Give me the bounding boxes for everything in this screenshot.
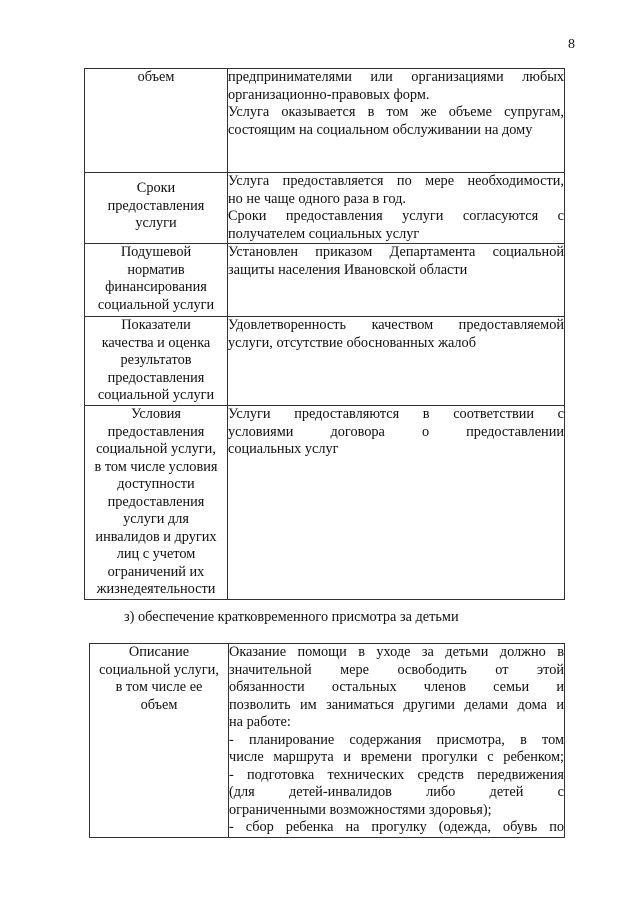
cell-text-line: условиями договора о предоставлении bbox=[228, 423, 564, 440]
row-value-cell bbox=[229, 644, 565, 838]
cell-text-line: в том числе ее bbox=[115, 679, 203, 695]
table-row bbox=[90, 644, 565, 838]
row-label-cell bbox=[85, 69, 228, 173]
cell-text-line: в том числе условия bbox=[94, 458, 218, 475]
cell-text-line: Показатели bbox=[121, 317, 191, 333]
cell-text-line: получателем социальных услуг bbox=[228, 225, 420, 242]
cell-text-line: позволить им заниматься другими делами дома и bbox=[229, 696, 564, 713]
cell-text-line: предоставления bbox=[107, 369, 205, 386]
cell-text-line: Установлен приказом Департамента социальной bbox=[228, 244, 564, 260]
cell-text-line: организационно-правовых форм. bbox=[228, 86, 430, 103]
cell-text-line: социальной услуги bbox=[97, 387, 215, 403]
row-value-cell bbox=[228, 317, 565, 406]
cell-text-line: норматив bbox=[127, 261, 185, 278]
cell-text-line: на работе: bbox=[229, 714, 291, 730]
row-value-cell bbox=[228, 244, 565, 317]
service-table-continued bbox=[84, 68, 565, 600]
cell-text-line: услуги для bbox=[123, 511, 189, 527]
table-row bbox=[85, 69, 565, 173]
cell-text-line: доступности bbox=[117, 476, 195, 492]
cell-text-line: (для детей-инвалидов либо детей с bbox=[229, 784, 564, 800]
row-value-cell bbox=[228, 173, 565, 244]
cell-text-line: состоящим на социальном обслуживании на дому bbox=[228, 121, 533, 138]
service-table-childcare bbox=[89, 643, 565, 838]
cell-text-line: обязанности остальных членов семьи и bbox=[229, 679, 564, 695]
cell-text-line: Сроки bbox=[136, 180, 176, 196]
cell-text-line: Описание bbox=[128, 644, 190, 660]
cell-text-line: Удовлетворенность качеством предоставляемой bbox=[228, 317, 564, 333]
cell-text-line: Услуги предоставляются в соответствии с bbox=[228, 406, 564, 422]
cell-text-line: но не чаще одного раза в год. bbox=[228, 190, 406, 207]
section-heading: з) обеспечение кратковременного присмотра за детьми bbox=[124, 609, 459, 625]
cell-text-line: социальной услуги bbox=[97, 296, 215, 313]
cell-text-line: услуги, отсутствие обоснованных жалоб bbox=[228, 334, 476, 351]
cell-text-line: финансирования bbox=[105, 279, 207, 295]
cell-text-line: числе маршрута и времени прогулки с ребенком; bbox=[229, 749, 564, 765]
cell-text-line: Оказание помощи в уходе за детьми должно в bbox=[229, 644, 564, 660]
row-label-cell bbox=[90, 644, 229, 838]
cell-text-line: значительной мере освободить от этой bbox=[229, 661, 564, 678]
cell-text-line: результатов bbox=[120, 352, 192, 368]
cell-text-line: объем bbox=[137, 69, 175, 85]
cell-text-line: Сроки предоставления услуги согласуются с bbox=[228, 208, 564, 224]
row-label-cell bbox=[85, 244, 228, 317]
row-label-cell bbox=[85, 406, 228, 600]
cell-text-line: ограниченными возможностями здоровья); bbox=[229, 801, 492, 818]
cell-text-line: предоставления bbox=[107, 197, 205, 214]
row-value-cell bbox=[228, 69, 565, 173]
table-row bbox=[85, 317, 565, 406]
cell-text-line: предпринимателями или организациями любых bbox=[228, 69, 564, 85]
cell-text-line: Услуга предоставляется по мере необходимости, bbox=[228, 173, 564, 189]
cell-text-line: - подготовка технических средств передвижения bbox=[229, 766, 564, 783]
cell-text-line: предоставления bbox=[107, 493, 205, 510]
cell-text-line: ограничений их bbox=[107, 563, 205, 580]
cell-text-line: - планирование содержания присмотра, в том bbox=[229, 731, 564, 748]
cell-text-line: качества и оценка bbox=[101, 334, 211, 351]
cell-text-line: Услуга оказывается в том же объеме супругам, bbox=[228, 104, 564, 120]
row-label-cell bbox=[85, 173, 228, 244]
table-row bbox=[85, 173, 565, 244]
table-row bbox=[85, 406, 565, 600]
table-row bbox=[85, 244, 565, 317]
cell-text-line: лиц с учетом bbox=[116, 546, 196, 562]
cell-text-line: - сбор ребенка на прогулку (одежда, обувь по bbox=[229, 819, 564, 835]
cell-text-line: социальных услуг bbox=[228, 441, 339, 457]
cell-text-line: жизнедеятельности bbox=[96, 581, 216, 597]
cell-text-line: социальной услуги, bbox=[96, 441, 216, 457]
row-label-cell bbox=[85, 317, 228, 406]
cell-text-line: инвалидов и других bbox=[95, 528, 217, 545]
row-value-cell bbox=[228, 406, 565, 600]
cell-text-line: объем bbox=[140, 696, 178, 713]
page-number: 8 bbox=[568, 37, 575, 52]
cell-text-line: услуги bbox=[135, 215, 177, 231]
cell-text-line: предоставления bbox=[107, 423, 205, 440]
cell-text-line: защиты населения Ивановской области bbox=[228, 261, 468, 278]
cell-text-line: социальной услуги, bbox=[99, 661, 219, 678]
cell-text-line: Условия bbox=[130, 406, 181, 422]
cell-text-line: Подушевой bbox=[120, 244, 192, 260]
